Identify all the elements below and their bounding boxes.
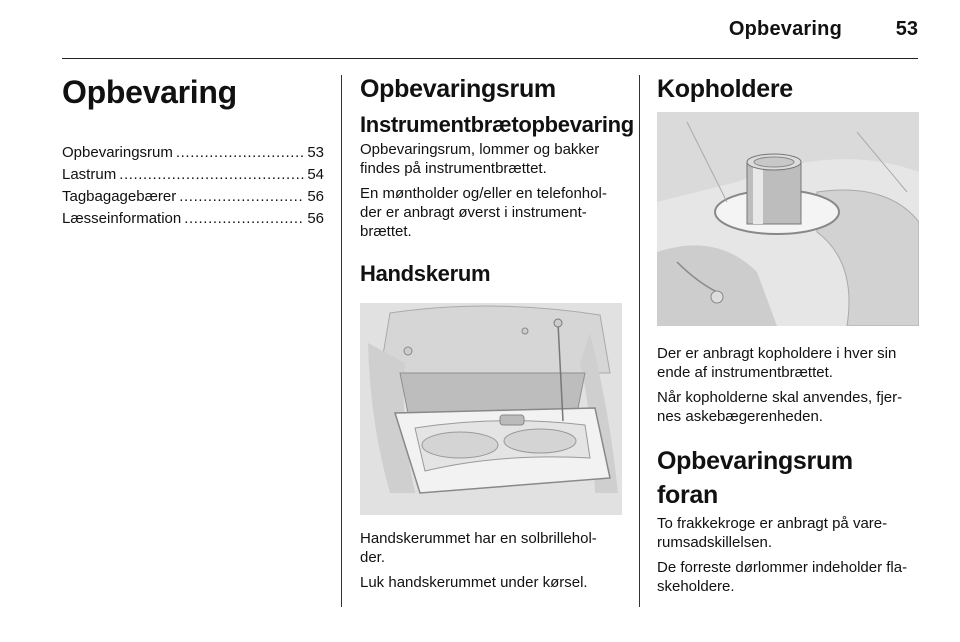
column-2 [360, 72, 634, 598]
toc-page: 56 [307, 210, 324, 227]
toc-leader [179, 186, 304, 208]
body-paragraph: En møntholder og/eller en telefonhol- der er anbragt øverst i instrument- brættet. [360, 185, 607, 240]
toc-page: 53 [307, 144, 324, 161]
body-paragraph: Opbevaringsrum, lommer og bakker findes på instrumentbrættet. [360, 141, 600, 177]
body-paragraph: Handskerummet har en solbrillehol- der. [360, 530, 597, 566]
page-number: 53 [895, 18, 918, 40]
body-paragraph: To frakkekroge er anbragt på vare- rumsadskillelsen. [657, 515, 888, 551]
toc-page: 54 [307, 166, 324, 183]
cupholder-illustration [657, 112, 919, 326]
toc-label: Tagbagagebærer [62, 188, 177, 205]
chapter-title: Opbevaring [62, 74, 237, 110]
table-of-contents [62, 142, 324, 230]
toc-entry[interactable] [62, 164, 324, 186]
toc-page: 56 [307, 188, 324, 205]
body-paragraph: Luk handskerummet under kørsel. [360, 574, 588, 591]
toc-label: Lastrum [62, 166, 117, 183]
toc-entry[interactable] [62, 142, 324, 164]
column-divider-1 [341, 75, 342, 607]
body-paragraph: De forreste dørlommer indeholder fla- skeholdere. [657, 559, 908, 595]
body-paragraph: Når kopholderne skal anvendes, fjer- nes askebægerenheden. [657, 389, 903, 425]
section-title: Opbevaringsrum foran [657, 447, 853, 509]
column-divider-2 [639, 75, 640, 607]
toc-label: Læsseinformation [62, 210, 182, 227]
toc-leader [119, 164, 304, 186]
subsection-title: Handskerum [360, 261, 491, 286]
subsection-title: Instrumentbrætopbevaring [360, 112, 634, 137]
column-3 [657, 72, 919, 602]
header-rule [62, 58, 918, 59]
toc-entry[interactable] [62, 208, 324, 230]
toc-leader [184, 208, 304, 230]
section-title: Opbevaringsrum [360, 75, 556, 103]
toc-label: Opbevaringsrum [62, 144, 173, 161]
toc-leader [176, 142, 304, 164]
column-1 [62, 72, 324, 230]
toc-entry[interactable] [62, 186, 324, 208]
body-paragraph: Der er anbragt kopholdere i hver sin ende af instrumentbrættet. [657, 345, 897, 381]
running-header-title: Opbevaring [728, 18, 842, 40]
section-title: Kopholdere [657, 75, 793, 103]
glovebox-illustration [360, 303, 622, 515]
